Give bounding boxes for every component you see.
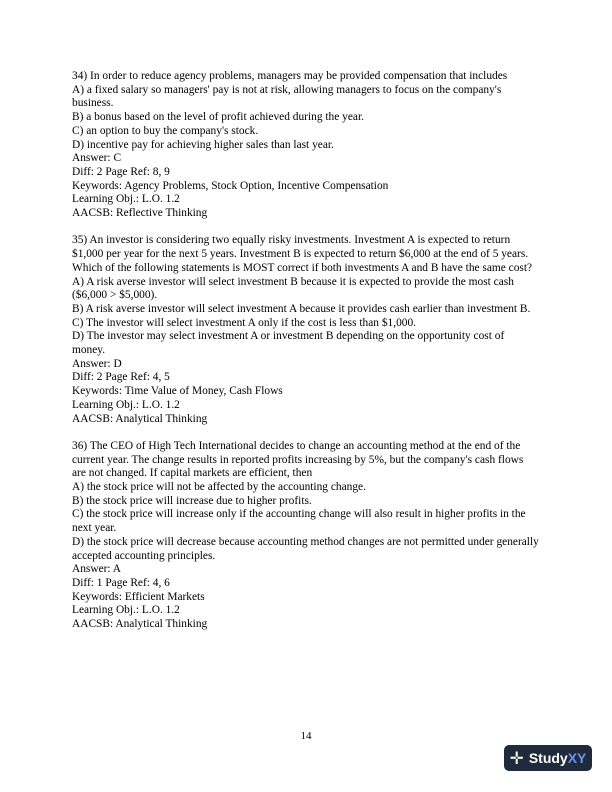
keywords: Keywords: Time Value of Money, Cash Flows bbox=[72, 385, 283, 398]
aacsb: AACSB: Analytical Thinking bbox=[72, 618, 208, 631]
option-c: C) an option to buy the company's stock. bbox=[72, 124, 259, 137]
page-number: 14 bbox=[300, 730, 312, 742]
difficulty: Diff: 1 Page Ref: 4, 6 bbox=[72, 576, 170, 589]
option-d: D) the stock price will decrease because accounting method changes are not permitted under generally accepted accounting principles. bbox=[72, 535, 539, 562]
question-text: 34) In order to reduce agency problems, managers may be provided compensation that includes bbox=[72, 70, 508, 82]
question-34 bbox=[72, 70, 540, 221]
difficulty: Diff: 2 Page Ref: 4, 5 bbox=[72, 371, 170, 384]
aacsb: AACSB: Reflective Thinking bbox=[72, 207, 208, 220]
option-b: B) A risk averse investor will select investment A because it provides cash earlier than investment B. bbox=[72, 302, 531, 315]
aacsb: AACSB: Analytical Thinking bbox=[72, 412, 208, 425]
keywords: Keywords: Agency Problems, Stock Option, Incentive Compensation bbox=[72, 179, 389, 192]
question-35 bbox=[72, 234, 540, 426]
option-b: B) the stock price will increase due to higher profits. bbox=[72, 494, 312, 507]
watermark-suffix: XY bbox=[567, 750, 587, 766]
question-text: 36) The CEO of High Tech International decides to change an accounting method at the end of the current year. The change results in reported profits increasing by 5%, but the company's cash flows are not changed. If capital markets are efficient, then bbox=[72, 439, 524, 480]
learning-objective: Learning Obj.: L.O. 1.2 bbox=[72, 398, 180, 411]
document-body bbox=[72, 70, 540, 645]
difficulty: Diff: 2 Page Ref: 8, 9 bbox=[72, 165, 170, 178]
answer: Answer: C bbox=[72, 152, 122, 165]
option-d: D) incentive pay for achieving higher sales than last year. bbox=[72, 138, 334, 151]
option-a: A) the stock price will not be affected by the accounting change. bbox=[72, 481, 366, 494]
watermark-prefix: Study bbox=[528, 750, 568, 766]
watermark-text bbox=[529, 750, 587, 766]
learning-objective: Learning Obj.: L.O. 1.2 bbox=[72, 604, 180, 617]
option-a: A) a fixed salary so managers' pay is not at risk, allowing managers to focus on the company's business. bbox=[72, 83, 502, 110]
option-b: B) a bonus based on the level of profit achieved during the year. bbox=[72, 111, 364, 124]
option-a: A) A risk averse investor will select investment B because it is expected to provide the most cash ($6,000 > $5,000). bbox=[72, 275, 514, 302]
keywords: Keywords: Efficient Markets bbox=[72, 590, 205, 603]
option-c: C) the stock price will increase only if the accounting change will also result in higher profits in the next year. bbox=[72, 508, 526, 535]
learning-objective: Learning Obj.: L.O. 1.2 bbox=[72, 193, 180, 206]
option-d: D) The investor may select investment A or investment B depending on the opportunity cost of money. bbox=[72, 330, 505, 357]
question-36 bbox=[72, 440, 540, 632]
option-c: C) The investor will select investment A only if the cost is less than $1,000. bbox=[72, 316, 416, 329]
plus-icon: ✛ bbox=[509, 748, 524, 768]
studyxy-watermark[interactable] bbox=[504, 745, 592, 771]
question-text: 35) An investor is considering two equally risky investments. Investment A is expected to return $1,000 per year for the next 5 years. Investment B is expected to return $6,000 at the end of 5 years. Which of the following statements is MOST correct if both investments A and B have the same cost? bbox=[72, 234, 533, 274]
answer: Answer: D bbox=[72, 357, 122, 370]
answer: Answer: A bbox=[72, 563, 122, 576]
